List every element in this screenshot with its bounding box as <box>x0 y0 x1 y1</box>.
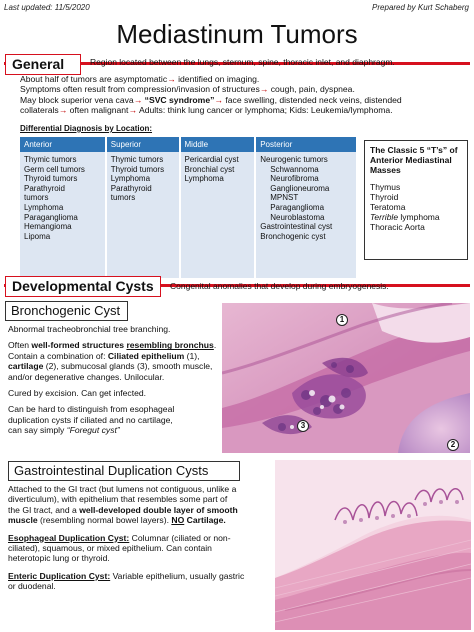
classic-ts-box <box>364 140 468 260</box>
list-item: Schwannoma <box>270 164 319 174</box>
gi-line: muscle (resembling normal bowel layers). NO Cartilage. <box>8 515 226 526</box>
classic-ts-item: Thyroid <box>370 191 399 202</box>
list-item: Thyroid tumors <box>24 174 78 184</box>
gi-line: ciliated), squamous, or mixed epithelium. Can contain <box>8 543 212 554</box>
classic-ts-item: Terrible lymphoma <box>370 212 440 223</box>
bronchogenic-line: Abnormal tracheobronchial tree branching. <box>8 324 171 334</box>
bronchogenic-histology-svg <box>222 303 470 453</box>
list-item: Lymphoma <box>184 174 224 184</box>
general-definition: Region located between the lungs, sternum, spine, thoracic inlet, and diaphragm. <box>90 57 395 67</box>
bronchogenic-title: Bronchogenic Cyst <box>5 301 128 321</box>
gi-line: Enteric Duplication Cyst: Variable epithelium, usually gastric <box>8 570 245 581</box>
ddx-title: Differential Diagnosis by Location: <box>20 124 153 133</box>
list-item: Bronchial cyst <box>184 164 235 174</box>
ddx-header-row <box>20 137 357 152</box>
list-item: Neurofibroma <box>270 174 319 184</box>
bronchogenic-histology-image <box>222 303 470 453</box>
list-item: Lipoma <box>24 231 51 241</box>
developmental-definition: Congenital anomalies that develop during embryogenesis. <box>170 281 389 291</box>
gi-line: the GI tract, and a well-developed double layer of smooth <box>8 504 238 515</box>
list-item: Thymic tumors <box>24 155 77 164</box>
list-item: Neuroblastoma <box>270 212 325 222</box>
gi-histology-svg <box>275 460 471 630</box>
classic-ts-heading: The Classic 5 “T’s” of Anterior Mediastinal Masses <box>370 145 458 176</box>
histology-marker-3: 3 <box>297 420 309 432</box>
list-item: Thyroid tumors <box>110 164 165 174</box>
general-notes <box>20 74 468 116</box>
ddx-cell-superior <box>106 152 180 278</box>
ddx-cell-middle <box>180 152 256 278</box>
list-item: tumors <box>110 193 136 203</box>
list-item: Gastrointestinal cyst <box>260 222 333 232</box>
general-note-4: collaterals→ often malignant→ Adults: think lung cancer or lymphoma; Kids: Leukemia/lymphoma. <box>20 105 393 116</box>
gi-duplication-title: Gastrointestinal Duplication Cysts <box>8 461 240 481</box>
histology-marker-2: 2 <box>447 439 459 451</box>
bronchogenic-line: can say simply “Foregut cyst” <box>8 425 120 436</box>
ddx-table <box>20 137 358 278</box>
bronchogenic-line: Cured by excision. Can get infected. <box>8 388 147 399</box>
bronchogenic-line: duplication cysts if ciliated and no cartilage, <box>8 414 173 425</box>
page-title: Mediastinum Tumors <box>116 19 358 49</box>
ddx-header-posterior: Posterior <box>255 137 357 152</box>
ddx-body-row <box>20 152 357 278</box>
list-item: Parathyroid <box>110 183 152 193</box>
bronchogenic-line: Can be hard to distinguish from esophageal <box>8 404 175 415</box>
list-item: Paraganglioma <box>24 212 78 222</box>
ddx-header-middle: Middle <box>180 137 256 152</box>
list-item: Thymic tumors <box>110 155 164 164</box>
general-section-label: General <box>5 54 81 75</box>
last-updated: Last updated: 11/5/2020 <box>4 3 90 12</box>
gi-duplication-text <box>8 484 272 592</box>
list-item: Lymphoma <box>24 202 64 212</box>
list-item: Bronchogenic cyst <box>260 231 326 241</box>
ddx-header-superior: Superior <box>106 137 180 152</box>
gi-line: heterotopic lung or thyroid. <box>8 553 110 564</box>
list-item: MPNST <box>270 193 299 203</box>
gi-line: Attached to the GI tract (but lumens not contiguous, unlike a <box>8 484 237 494</box>
author-credit: Prepared by Kurt Schaberg <box>372 3 469 12</box>
classic-ts-item: Thymus <box>370 181 401 192</box>
list-item: Neurogenic tumors <box>260 155 328 164</box>
list-item: Paraganglioma <box>270 202 325 212</box>
gi-histology-image <box>275 460 471 630</box>
developmental-section-label: Developmental Cysts <box>5 276 161 297</box>
general-note-2: Symptoms often result from compression/invasion of structures→ cough, pain, dyspnea. <box>20 84 355 95</box>
bronchogenic-line: and/or degenerative changes. Unilocular. <box>8 371 165 382</box>
general-note-1: About half of tumors are asymptomatic→ identified on imaging. <box>20 74 260 84</box>
classic-ts-item: Thoracic Aorta <box>370 222 425 233</box>
ddx-cell-anterior <box>20 152 106 278</box>
gi-line: diverticulum), with epithelium that resembles some part of <box>8 494 228 505</box>
list-item: Germ cell tumors <box>24 164 85 174</box>
bronchogenic-line: Often well-formed structures resembling bronchus. <box>8 340 217 351</box>
bronchogenic-text <box>8 324 218 436</box>
bronchogenic-line: cartilage (2), submucosal glands (3), smooth muscle, <box>8 361 213 372</box>
list-item: Pericardial cyst <box>184 155 239 164</box>
classic-ts-item: Teratoma <box>370 202 406 213</box>
gi-line: Esophageal Duplication Cyst: Columnar (ciliated or non- <box>8 532 231 543</box>
bronchogenic-line: Contain a combination of: Ciliated epithelium (1), <box>8 350 200 361</box>
list-item: Hemangioma <box>24 222 72 232</box>
histology-marker-1: 1 <box>336 314 348 326</box>
ddx-header-anterior: Anterior <box>20 137 106 152</box>
list-item: Lymphoma <box>110 174 151 184</box>
ddx-cell-posterior <box>255 152 357 278</box>
list-item: tumors <box>24 193 49 203</box>
general-note-3: May block superior vena cava→ “SVC syndrome”→ face swelling, distended neck veins, distended <box>20 94 402 105</box>
list-item: Parathyroid <box>24 183 65 193</box>
gi-line: or duodenal. <box>8 581 56 592</box>
list-item: Ganglioneuroma <box>270 183 330 193</box>
